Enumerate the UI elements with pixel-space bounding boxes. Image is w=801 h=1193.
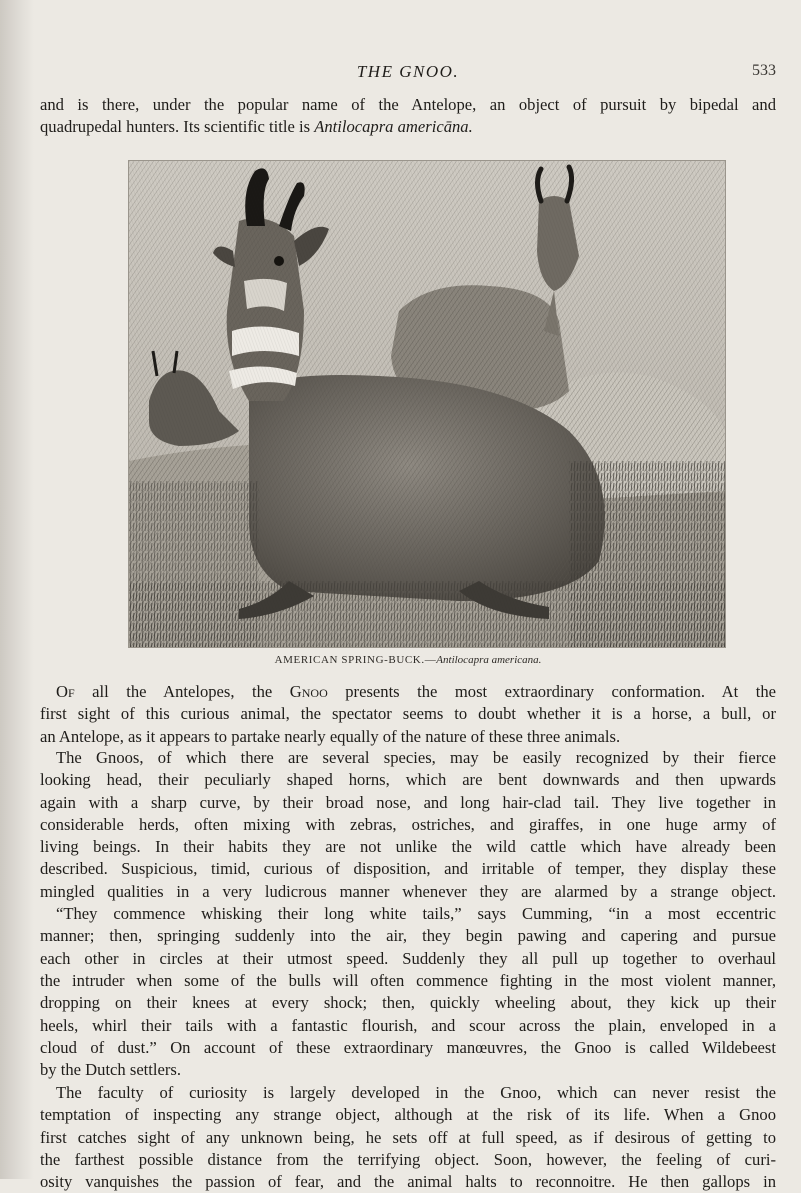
- para2-line: manner; then, springing suddenly into the air, they begin pawing and capering and pursue: [40, 926, 776, 946]
- figure-caption: [40, 654, 776, 666]
- para1-line-1: [40, 681, 776, 703]
- caption-main: AMERICAN SPRING-BUCK.—: [274, 654, 437, 666]
- para1-line-3: an Antelope, as it appears to partake nearly equally of the nature of these three animals.: [40, 726, 621, 746]
- para3-line: first catches sight of any unknown being, he sets off at full speed, as if desirous of getting to: [40, 1127, 776, 1147]
- para1-line-2: first sight of this curious animal, the spectator seems to doubt whether it is a horse, a bull, or: [40, 704, 776, 724]
- para1-drop-word: Of: [56, 682, 75, 701]
- antelope-engraving: [128, 160, 726, 648]
- running-title: THE GNOO.: [356, 62, 460, 81]
- para2-line: The Gnoos, of which there are several species, may be easily recognized by their fierce: [56, 748, 776, 767]
- para1-gnoo: Gnoo: [289, 682, 328, 701]
- running-header: [40, 62, 776, 84]
- para2-line: each other in circles at their utmost speed. Suddenly they all pull up together to overhaul: [40, 948, 776, 968]
- intro-line-2: [40, 116, 776, 138]
- para2-line: living beings. In their habits they are not unlike the wild cattle which have already been: [40, 837, 776, 857]
- intro-line-2-text: quadrupedal hunters. Its scientific title is: [40, 117, 315, 137]
- para2-line: cloud of dust.” On account of these extraordinary manœuvres, the Gnoo is called Wildebeest: [40, 1037, 776, 1057]
- intro-paragraph: [40, 94, 776, 139]
- para2-line: described. Suspicious, timid, curious of disposition, and irritable of temper, they display these: [40, 859, 776, 879]
- paragraph-gnoo-habits: [40, 747, 776, 1081]
- para2-line: mingled qualities in a very ludicrous manner whenever they are alarmed by a strange object.: [40, 881, 776, 901]
- para2-line: heels, whirl their tails with a fantastic flourish, and scour across the plain, enveloped in a: [40, 1015, 776, 1035]
- para1-line-1-b: presents the most extraordinary conformation. At the: [327, 682, 776, 701]
- para3-line: osity vanquishes the passion of fear, and the animal halts to reconnoitre. He then gallops in: [40, 1172, 776, 1192]
- intro-line-1: and is there, under the popular name of the Antelope, an object of pursuit by bipedal and: [40, 95, 776, 114]
- antelope-illustration: [129, 161, 725, 647]
- paragraph-gnoo-curiosity: [40, 1082, 776, 1193]
- para2-line: considerable herds, often mixing with zebras, ostriches, and giraffes, in one huge army of: [40, 814, 776, 834]
- page-number: 533: [752, 62, 776, 79]
- para2-line: the intruder when some of the bulls will often commence fighting in the most violent manner,: [40, 970, 776, 990]
- scientific-name: Antilocapra americāna.: [314, 117, 473, 137]
- page-binding-edge: [0, 0, 34, 1179]
- para3-line: temptation of inspecting any strange object, although at the risk of its life. When a Gnoo: [40, 1105, 776, 1125]
- para2-line: again with a sharp curve, by their broad nose, and long hair-clad tail. They live together in: [40, 792, 776, 812]
- caption-latin: Antilocapra americana.: [436, 654, 542, 666]
- para2-line: by the Dutch settlers.: [40, 1060, 182, 1080]
- para3-line: the farthest possible distance from the terrifying object. Soon, however, the feeling of curi-: [40, 1149, 776, 1169]
- para3-line: The faculty of curiosity is largely developed in the Gnoo, which can never resist the: [56, 1083, 776, 1102]
- para2-line: looking head, their peculiarly shaped horns, which are bent downwards and then upwards: [40, 770, 776, 790]
- paragraph-gnoo-intro: [40, 681, 776, 748]
- para2-line: dropping on their knees at every shock; then, quickly wheeling about, they kick up their: [40, 993, 776, 1013]
- para2-line: “They commence whisking their long white tails,” says Cumming, “in a most eccentric: [56, 904, 776, 924]
- para1-line-1-a: all the Antelopes, the: [74, 682, 290, 701]
